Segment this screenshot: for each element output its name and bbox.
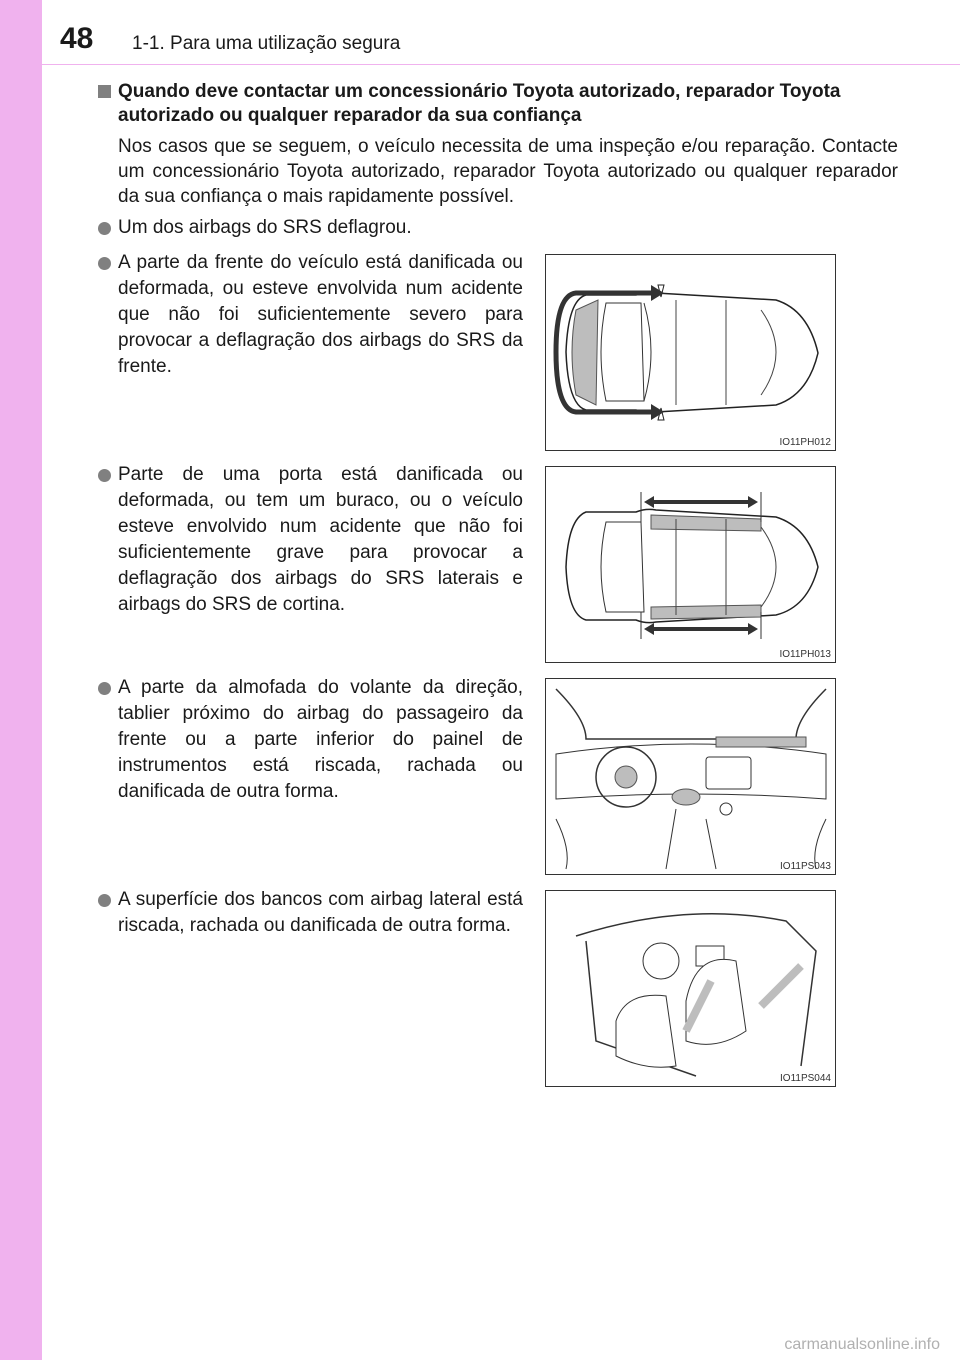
- circle-bullet-icon: [98, 257, 111, 270]
- figure-seats: [545, 890, 836, 1087]
- section-title-text: Quando deve contactar um concessionário Toyota autorizado, reparador Toyota autorizado ou qualquer reparador da sua confiança: [118, 81, 841, 126]
- square-bullet-icon: [98, 85, 111, 98]
- circle-bullet-icon: [98, 469, 111, 482]
- bullet-text: A parte da almofada do volante da direção, tablier próximo do airbag do passageiro da frente ou a parte inferior do painel de instrumentos está riscada, rachada ou danificada de outra forma.: [118, 677, 523, 802]
- bullet-item: [98, 215, 598, 241]
- bullet-text: A parte da frente do veículo está danificada ou deformada, ou esteve envolvida num acidente que não foi suficientemente severo para provocar a deflagração dos airbags do SRS da frente.: [118, 252, 523, 377]
- figure-code: IO11PS043: [780, 861, 831, 872]
- page-number: 48: [60, 22, 94, 55]
- figure-code: IO11PS044: [780, 1073, 831, 1084]
- page-header: 1-1. Para uma utilização segura: [132, 33, 401, 54]
- circle-bullet-icon: [98, 894, 111, 907]
- car-top-view-front-icon: [546, 255, 835, 450]
- section-title: [98, 80, 898, 128]
- bullet-item: [98, 675, 523, 805]
- bullet-text: Um dos airbags do SRS deflagrou.: [118, 217, 412, 238]
- dashboard-icon: [546, 679, 835, 874]
- section: [98, 80, 898, 209]
- bullet-item: [98, 462, 523, 618]
- bullet-item: [98, 250, 523, 380]
- figure-front-damage: [545, 254, 836, 451]
- section-intro: Nos casos que se seguem, o veículo necessita de uma inspeção e/ou reparação. Contacte um concessionário Toyota autorizado, reparador Toyota autorizado ou qualquer reparador da sua confiança o mais rapidamente possível.: [118, 136, 898, 207]
- circle-bullet-icon: [98, 222, 111, 235]
- bullet-text: A superfície dos bancos com airbag lateral está riscada, rachada ou danificada de outra forma.: [118, 889, 523, 936]
- bullet-text: Parte de uma porta está danificada ou deformada, ou tem um buraco, ou o veículo esteve envolvido num acidente que não foi suficientemente grave para provocar a deflagração dos airbags do SRS laterais e airbags do SRS de cortina.: [118, 464, 523, 615]
- bullet-item: [98, 887, 523, 939]
- figure-code: IO11PH012: [779, 437, 831, 448]
- seat-airbag-icon: [546, 891, 835, 1086]
- figure-dashboard: [545, 678, 836, 875]
- watermark: carmanualsonline.info: [784, 1336, 940, 1353]
- car-top-view-side-icon: [546, 467, 835, 662]
- figure-side-damage: [545, 466, 836, 663]
- side-tab: [0, 0, 42, 1360]
- figure-code: IO11PH013: [779, 649, 831, 660]
- header-rule: [42, 64, 960, 65]
- circle-bullet-icon: [98, 682, 111, 695]
